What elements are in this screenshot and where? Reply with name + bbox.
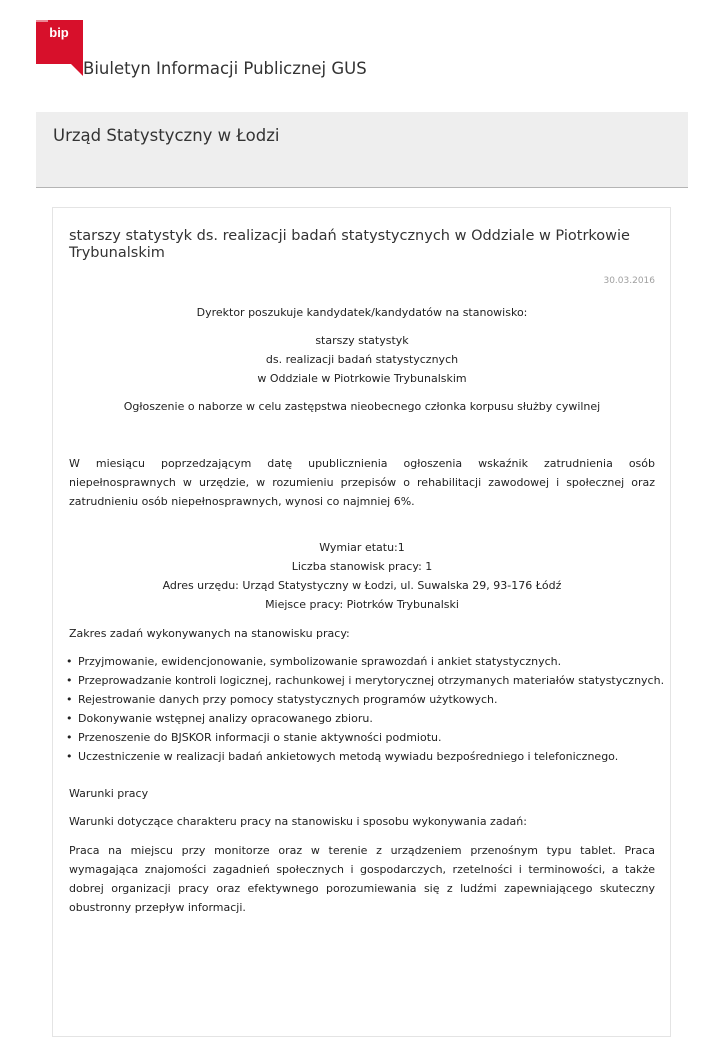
list-item — [66, 652, 664, 671]
duties-heading: Zakres zadań wykonywanych na stanowisku pracy: — [69, 627, 350, 640]
list-item — [66, 671, 664, 690]
position-line-3: w Oddziale w Piotrkowie Trybunalskim — [257, 372, 467, 385]
bullet-icon: • — [66, 674, 73, 687]
intro-text: Dyrektor poszukuje kandydatek/kandydatów na stanowisko: — [196, 306, 528, 319]
site-title[interactable]: Biuletyn Informacji Publicznej GUS — [83, 59, 367, 78]
office-banner — [36, 112, 688, 188]
address-detail: Adres urzędu: Urząd Statystyczny w Łodzi, ul. Suwalska 29, 93-176 Łódź — [162, 579, 562, 592]
bullet-icon: • — [66, 731, 73, 744]
position-line-2: ds. realizacji badań statystycznych — [265, 353, 459, 366]
bullet-icon: • — [66, 712, 73, 725]
job-title: starszy statystyk ds. realizacji badań statystycznych w Oddziale w Piotrkowie Trybunalskim — [69, 228, 630, 261]
office-name[interactable]: Urząd Statystyczny w Łodzi — [53, 126, 280, 145]
duty-text: Przyjmowanie, ewidencjonowanie, symbolizowanie sprawozdań i ankiet statystycznych. — [78, 655, 562, 668]
bullet-icon: • — [66, 693, 73, 706]
disability-info: W miesiącu poprzedzającym datę upublicznienia ogłoszenia wskaźnik zatrudnienia osób niepełnosprawnych w urzędzie, w rozumieniu przepisów o rehabilitacji zawodowej i społecznej oraz zatrudnieniu osób niepełnosprawnych, wynosi co najmniej 6%. — [69, 457, 655, 508]
conditions-heading: Warunki pracy — [69, 787, 149, 800]
logo-text: bip — [49, 25, 69, 40]
position-line-1: starszy statystyk — [315, 334, 409, 347]
duty-text: Rejestrowanie danych przy pomocy statystycznych programów użytkowych. — [78, 693, 498, 706]
list-item — [66, 728, 664, 747]
duties-list — [66, 652, 664, 766]
conditions-text: Praca na miejscu przy monitorze oraz w terenie z urządzeniem przenośnym typu tablet. Praca wymagająca znajomości zagadnień społecznych i gospodarczych, rzetelności i terminowości, a także dobrej organizacji pracy oraz efektywnego porozumiewania się z ludźmi zapewniającego skuteczny obustronny przepływ informacji. — [69, 844, 655, 914]
bullet-icon: • — [66, 655, 73, 668]
list-item — [66, 747, 664, 766]
list-item — [66, 690, 664, 709]
conditions-subheading: Warunki dotyczące charakteru pracy na stanowisku i sposobu wykonywania zadań: — [69, 815, 527, 828]
duty-text: Przenoszenie do BJSKOR informacji o stanie aktywności podmiotu. — [78, 731, 442, 744]
bip-logo[interactable] — [36, 20, 83, 76]
publication-date: 30.03.2016 — [603, 276, 655, 286]
workplace-detail: Miejsce pracy: Piotrków Trybunalski — [265, 598, 459, 611]
bullet-icon: • — [66, 750, 73, 763]
list-item — [66, 709, 664, 728]
notice-text: Ogłoszenie o naborze w celu zastępstwa nieobecnego członka korpusu służby cywilnej — [123, 400, 601, 413]
positions-detail: Liczba stanowisk pracy: 1 — [291, 560, 433, 573]
fte-detail: Wymiar etatu:1 — [319, 541, 405, 554]
duty-text: Przeprowadzanie kontroli logicznej, rachunkowej i merytorycznej otrzymanych materiałów statystycznych. — [78, 674, 665, 687]
duty-text: Dokonywanie wstępnej analizy opracowanego zbioru. — [78, 712, 373, 725]
duty-text: Uczestniczenie w realizacji badań ankietowych metodą wywiadu bezpośredniego i telefonicznego. — [78, 750, 619, 763]
